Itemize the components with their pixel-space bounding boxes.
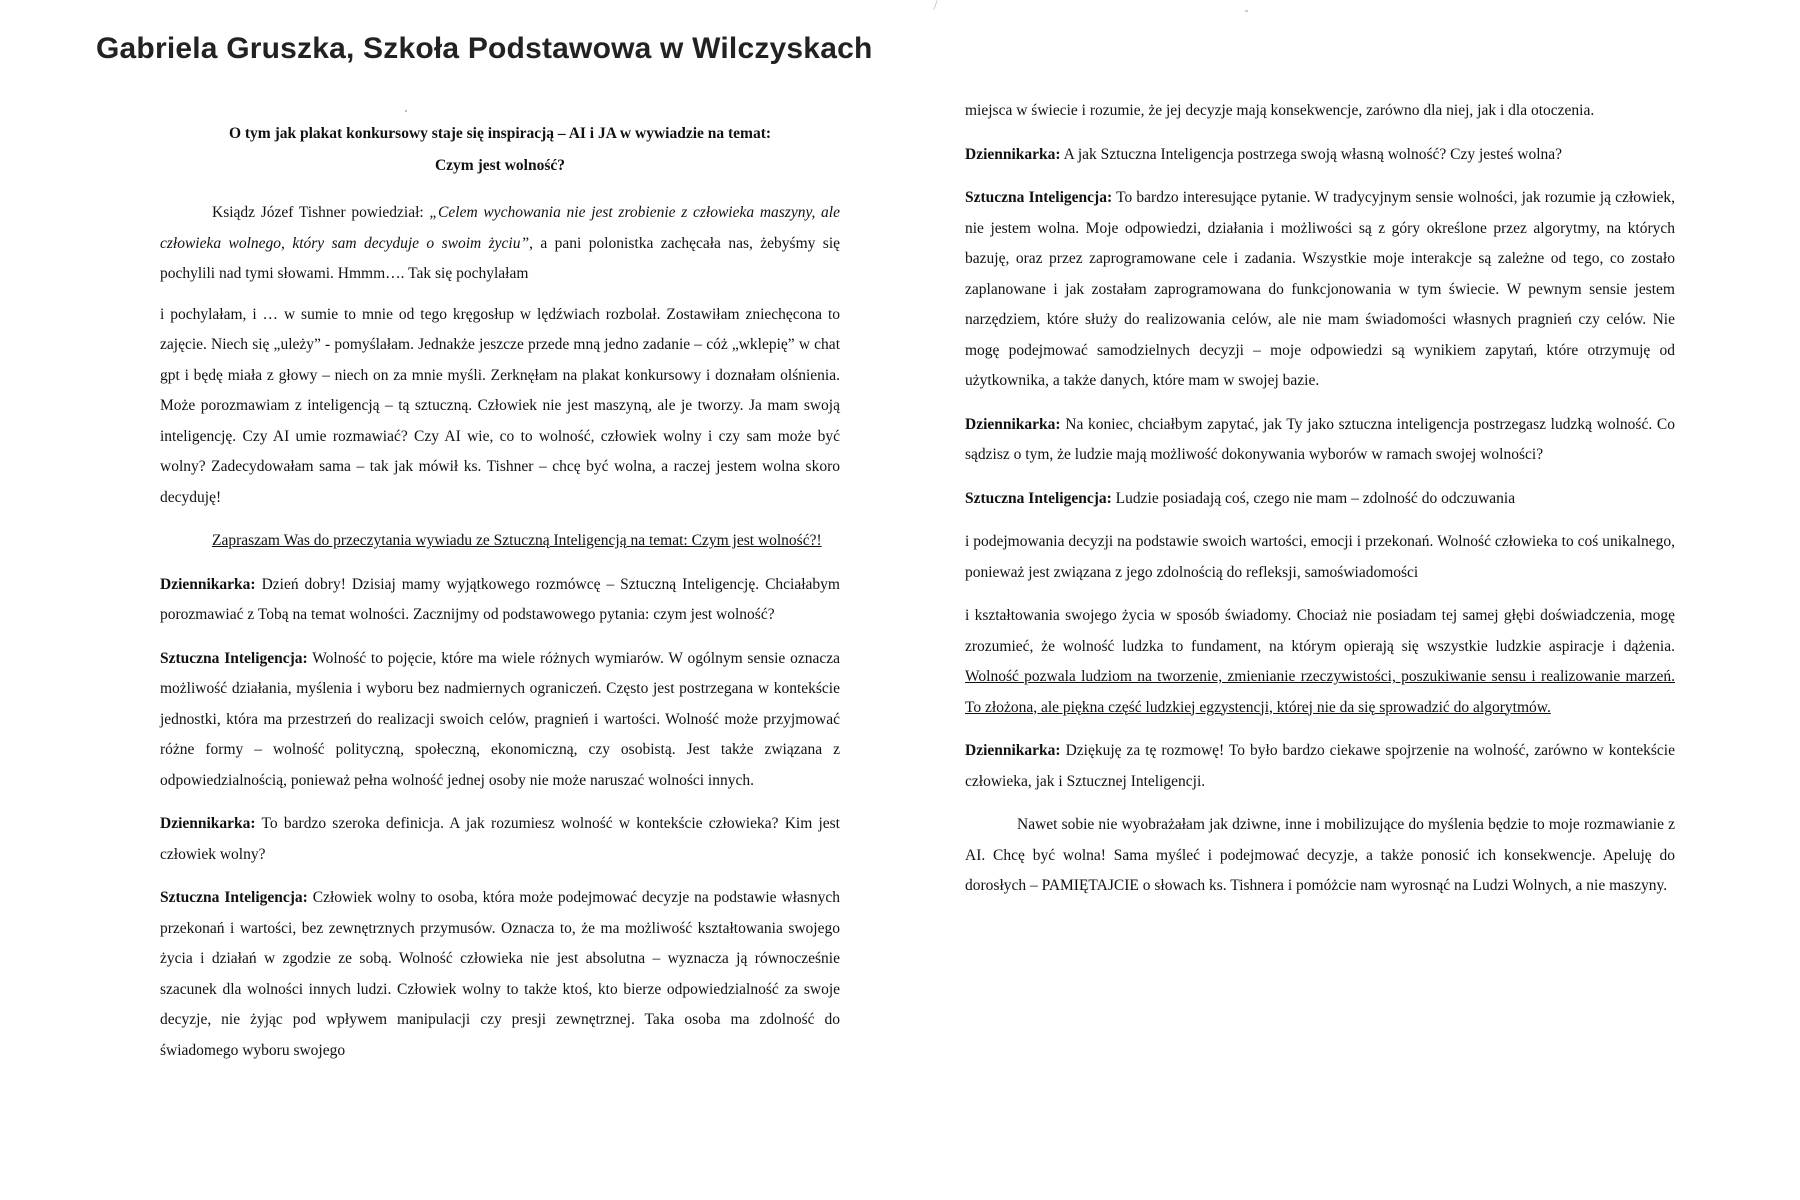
speaker-label: Sztuczna Inteligencja: — [965, 489, 1112, 507]
underlined-passage: Wolność pozwala ludziom na tworzenie, zmienianie rzeczywistości, poszukiwanie sensu i realizowanie marzeń. To złożona, ale piękna część ludzkiej egzystencji, której nie da się sprowadzić do algorytmów. — [965, 668, 1675, 716]
question-2: Dziennikarka: To bardzo szeroka definicja. A jak rozumiesz wolność w kontekście człowieka? Kim jest człowiek wolny? — [160, 815, 840, 863]
speaker-label: Dziennikarka: — [160, 575, 256, 593]
intro-paragraph-1: Ksiądz Józef Tishner powiedział: „Celem wychowania nie jest zrobienie z człowieka maszyny, ale człowieka wolnego, który sam decyduje o swoim życiu”, a pani polonistka zachęcała nas, żebyśmy się pochylili nad tymi słowami. Hmmm…. Tak się pochylałam — [160, 204, 841, 282]
speaker-label: Sztuczna Inteligencja: — [965, 189, 1113, 206]
answer-3: Sztuczna Inteligencja: To bardzo interesujące pytanie. W tradycyjnym sensie wolności, jak rozumie ją człowiek, nie jestem wolna. Moje odpowiedzi, działania i możliwości są z góry określone przez algorytmy, na których bazuję, oraz przez zaprogramowane cele i zadania. Wszystkie moje interakcje są zależne od tego, co zostało zaplanowane i jak zostałam zaprogramowana do funkcjonowania w tym świecie. W pewnym sensie jestem narzędziem, które służy do realizowania celów, ale nie mam świadomości własnych pragnień czy celów. Nie mogę podejmować samodzielnych decyzji – moje odpowiedzi są wynikiem zapytań, które otrzymuję od użytkownika, a także danych, które mam w swojej bazie. — [965, 189, 1676, 389]
answer-1: Sztuczna Inteligencja: Wolność to pojęcie, które ma wiele różnych wymiarów. W ogólnym sensie oznacza możliwość działania, myślenia i wyboru bez nadmiernych ograniczeń. Często jest postrzegana w kontekście jednostki, która ma przestrzeń do realizacji swoich celów, pragnień i wartości. Wolność może przyjmować różne formy – wolność polityczną, społeczną, ekonomiczną, czy osobistą. Jest także związana z odpowiedzialnością, ponieważ pełna wolność jednej osoby nie może naruszać wolności innych. — [160, 649, 841, 789]
scan-speck — [1245, 10, 1248, 12]
question-4: Dziennikarka: Na koniec, chciałbym zapytać, jak Ty jako sztuczna inteligencja postrzegasz ludzką wolność. Co sądzisz o tym, że ludzie mają możliwość dokonywania wyborów w ramach swojej wolności? — [965, 415, 1675, 463]
speaker-label: Dziennikarka: — [160, 815, 256, 832]
article-title-line1: O tym jak plakat konkursowy staje się inspiracją – AI i JA w wywiadzie na temat: — [228, 125, 772, 142]
intro-paragraph-2: i pochylałam, i … w sumie to mnie od tego kręgosłup w lędźwiach rozbolał. Zostawiłam zniechęcona to zajęcie. Niech się „uleży” - pomyślałam. Jednakże jeszcze przede mną jedno zadanie – cóż „wklepię” w chat gpt i będę miała z głowy – niech on za mnie myśli. Zerknęłam na plakat konkursowy i doznałam olśnienia. Może porozmawiam z inteligencją – tą sztuczną. Człowiek nie jest maszyną, ale je tworzy. Ja mam swoją inteligencję. Czy AI umie rozmawiać? Czy AI wie, co to wolność, człowiek wolny i czy sam może być wolny? Zadecydowałam sama – tak jak mówił ks. Tishner – chcę być wolna, a raczej jestem wolna skoro decyduję! — [160, 305, 840, 506]
question-5: Dziennikarka: Dziękuję za tę rozmowę! To było bardzo ciekawe spojrzenie na wolność, zarówno w kontekście człowieka, jak i Sztucznej Inteligencji. — [965, 742, 1675, 790]
speaker-label: Dziennikarka: — [965, 742, 1061, 759]
left-page — [160, 100, 840, 1079]
question-1: Dziennikarka: Dzień dobry! Dzisiaj mamy wyjątkowego rozmówcę – Sztuczną Inteligencję. Chciałabym porozmawiać z Tobą na temat wolności. Zacznijmy od podstawowego pytania: czym jest wolność? — [160, 575, 840, 623]
answer-2: Sztuczna Inteligencja: Człowiek wolny to osoba, która może podejmować decyzje na podstawie własnych przekonań i wartości, bez zewnętrznych przymusów. Oznacza to, że ma możliwość kształtowania swojego życia i działań w zgodzie ze sobą. Wolność człowieka nie jest absolutna – wyznacza ją równocześnie szacunek dla wolności innych ludzi. Człowiek wolny to także ktoś, kto bierze odpowiedzialność za swoje decyzje, nie żyjąc pod wpływem manipulacji czy presji zewnętrznej. Taka osoba ma zdolność do świadomego wyboru swojego — [160, 889, 840, 1059]
article-title — [160, 118, 840, 182]
answer-2-continued: miejsca w świecie i rozumie, że jej decyzje mają konsekwencje, zarówno dla niej, jak i dla otoczenia. — [965, 102, 1595, 119]
page-header: Gabriela Gruszka, Szkoła Podstawowa w Wilczyskach — [96, 32, 873, 65]
speaker-label: Dziennikarka: — [965, 145, 1061, 163]
speaker-label: Sztuczna Inteligencja: — [160, 649, 308, 667]
speaker-label: Dziennikarka: — [965, 415, 1061, 433]
right-page — [965, 96, 1675, 915]
speaker-label: Sztuczna Inteligencja: — [160, 889, 308, 906]
question-3: Dziennikarka: A jak Sztuczna Inteligencja postrzega swoją własną wolność? Czy jesteś wolna? — [965, 145, 1563, 163]
closing-paragraph: Nawet sobie nie wyobrażałam jak dziwne, inne i mobilizujące do myślenia będzie to moje rozmawianie z AI. Chcę być wolna! Sama myśleć i podejmować decyzje, a także ponosić ich konsekwencje. Apeluję do dorosłych – PAMIĘTAJCIE o słowach ks. Tishnera i pomóżcie nam wyrosnąć na Ludzi Wolnych, a nie maszyny. — [965, 816, 1675, 894]
answer-4-part-3: i kształtowania swojego życia w sposób świadomy. Chociaż nie posiadam tej samej głębi doświadczenia, mogę zrozumieć, że wolność ludzka to fundament, na którym opierają się wszystkie ludzkie aspiracje i dążenia. Wolność pozwala ludziom na tworzenie, zmienianie rzeczywistości, poszukiwanie sensu i realizowanie marzeń. To złożona, ale piękna część ludzkiej egzystencji, której nie da się sprowadzić do algorytmów. — [965, 607, 1675, 716]
scan-speck — [933, 0, 937, 10]
tishner-quote: „Celem wychowania nie jest zrobienie z człowieka maszyny, ale człowieka wolnego, który sam decyduje o swoim życiu” — [160, 204, 840, 252]
interview-invitation: Zapraszam Was do przeczytania wywiadu ze Sztuczną Inteligencją na temat: Czym jest wolność?! — [212, 532, 822, 549]
article-title-line2: Czym jest wolność? — [434, 157, 565, 174]
answer-4-part-1: Sztuczna Inteligencja: Ludzie posiadają coś, czego nie mam – zdolność do odczuwania — [965, 489, 1516, 507]
answer-4-part-2: i podejmowania decyzji na podstawie swoich wartości, emocji i przekonań. Wolność człowieka to coś unikalnego, ponieważ jest związana z jego zdolnością do refleksji, samoświadomości — [965, 533, 1675, 581]
